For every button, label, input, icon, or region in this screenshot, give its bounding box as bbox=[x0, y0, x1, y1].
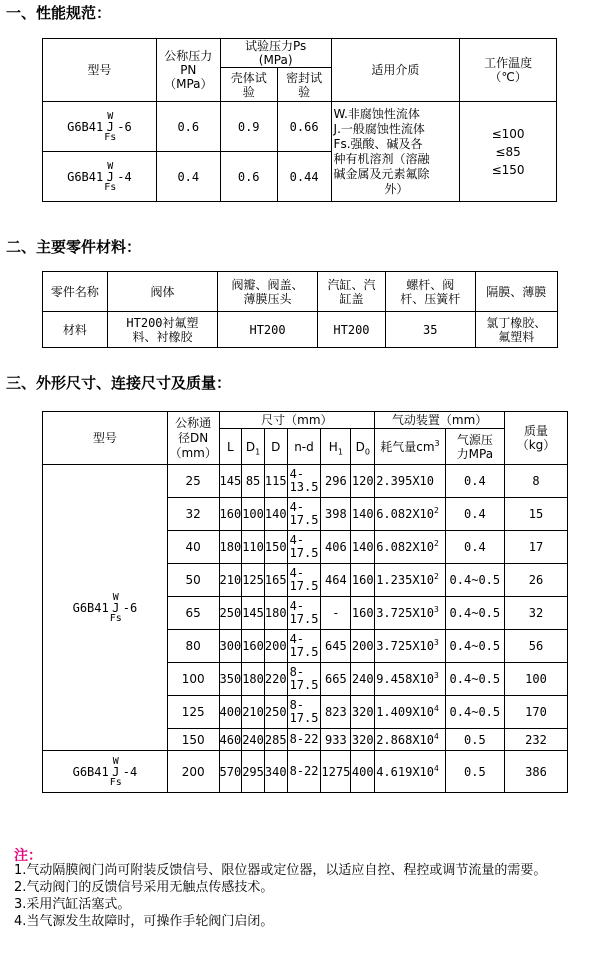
temp-cell: ≤100 ≤85 ≤150 bbox=[460, 102, 557, 202]
dn-cell: 125 bbox=[167, 696, 219, 729]
header-temp: 工作温度 （℃） bbox=[460, 39, 557, 102]
note-item: 3.采用汽缸活塞式。 bbox=[14, 897, 131, 912]
seal-cell: 0.44 bbox=[277, 152, 331, 202]
source-pressure-cell: 0.4 bbox=[445, 531, 504, 564]
air-cell: $2.868X10^4$ bbox=[375, 729, 445, 751]
L-cell: 300 bbox=[219, 630, 242, 663]
material-diaphragm: 氯丁橡胶、 氟塑料 bbox=[475, 312, 557, 348]
H1-cell: 933 bbox=[321, 729, 351, 751]
nd-cell: 4- 17.5 bbox=[287, 531, 321, 564]
nd-cell: 4- 17.5 bbox=[287, 597, 321, 630]
dn-cell: 25 bbox=[167, 465, 219, 498]
air-cell: $1.235X10^2$ bbox=[375, 564, 445, 597]
notes-list bbox=[14, 862, 594, 930]
L-cell: 145 bbox=[219, 465, 242, 498]
header-D1: $D_1$ bbox=[242, 429, 265, 465]
materials-table bbox=[42, 271, 558, 348]
header-shell-test: 壳体试 验 bbox=[220, 68, 277, 102]
header-disc: 阀瓣、阀盖、 薄膜压头 bbox=[218, 272, 318, 312]
air-cell: $9.458X10^3$ bbox=[375, 663, 445, 696]
material-cylinder: HT200 bbox=[317, 312, 385, 348]
nd-cell: 4- 17.5 bbox=[287, 630, 321, 663]
dn-cell: 100 bbox=[167, 663, 219, 696]
air-cell: $4.619X10^4$ bbox=[375, 751, 445, 793]
D1-cell: 160 bbox=[242, 630, 265, 663]
D1-cell: 125 bbox=[242, 564, 265, 597]
source-pressure-cell: 0.5 bbox=[445, 751, 504, 793]
nd-cell: 4- 17.5 bbox=[287, 498, 321, 531]
mass-cell: 56 bbox=[505, 630, 568, 663]
header-air-consumption: 耗气量$cm^3$ bbox=[375, 429, 445, 465]
H1-cell: 823 bbox=[321, 696, 351, 729]
header-stem: 螺杆、阀 杆、压簧杆 bbox=[385, 272, 475, 312]
source-pressure-cell: 0.4~0.5 bbox=[445, 564, 504, 597]
D-cell: 200 bbox=[264, 630, 287, 663]
D-cell: 165 bbox=[264, 564, 287, 597]
dn-cell: 50 bbox=[167, 564, 219, 597]
header-part-name: 零件名称 bbox=[43, 272, 108, 312]
D0-cell: 120 bbox=[351, 465, 375, 498]
H1-cell: 665 bbox=[321, 663, 351, 696]
nd-cell: 8-22 bbox=[287, 729, 321, 751]
header-air-source: 气源压 力MPa bbox=[445, 429, 504, 465]
air-cell: $6.082X10^2$ bbox=[375, 531, 445, 564]
D-cell: 340 bbox=[264, 751, 287, 793]
L-cell: 350 bbox=[219, 663, 242, 696]
air-cell: $3.725X10^3$ bbox=[375, 597, 445, 630]
header-size: 尺寸（mm） bbox=[219, 412, 375, 429]
D1-cell: 210 bbox=[242, 696, 265, 729]
air-cell: $6.082X10^2$ bbox=[375, 498, 445, 531]
mass-cell: 17 bbox=[505, 531, 568, 564]
dn-cell: 32 bbox=[167, 498, 219, 531]
source-pressure-cell: 0.4~0.5 bbox=[445, 630, 504, 663]
nd-cell: 8- 17.5 bbox=[287, 663, 321, 696]
mass-cell: 386 bbox=[505, 751, 568, 793]
mass-cell: 32 bbox=[505, 597, 568, 630]
medium-cell: W.非腐蚀性流体 J.一般腐蚀性流体 Fs.强酸、碱及各 种有机溶剂（溶融 碱金属及元素氟除 外） bbox=[331, 102, 460, 202]
source-pressure-cell: 0.4~0.5 bbox=[445, 696, 504, 729]
note-item: 2.气动阀门的反馈信号采用无触点传感技术。 bbox=[14, 880, 274, 895]
mass-cell: 232 bbox=[505, 729, 568, 751]
H1-cell: 464 bbox=[321, 564, 351, 597]
air-cell: $1.409X10^4$ bbox=[375, 696, 445, 729]
dimensions-table bbox=[42, 411, 568, 793]
L-cell: 460 bbox=[219, 729, 242, 751]
H1-cell: 406 bbox=[321, 531, 351, 564]
D1-cell: 180 bbox=[242, 663, 265, 696]
source-pressure-cell: 0.5 bbox=[445, 729, 504, 751]
H1-cell: - bbox=[321, 597, 351, 630]
dn-cell: 40 bbox=[167, 531, 219, 564]
header-dn: 公称通 径DN （mm） bbox=[167, 412, 219, 465]
D1-cell: 295 bbox=[242, 751, 265, 793]
nd-cell: 4- 17.5 bbox=[287, 564, 321, 597]
material-body: HT200衬氟塑 料、衬橡胶 bbox=[107, 312, 217, 348]
material-label: 材料 bbox=[43, 312, 108, 348]
air-cell: $3.725X10^3$ bbox=[375, 630, 445, 663]
D1-cell: 110 bbox=[242, 531, 265, 564]
D0-cell: 400 bbox=[351, 751, 375, 793]
D0-cell: 320 bbox=[351, 729, 375, 751]
source-pressure-cell: 0.4~0.5 bbox=[445, 597, 504, 630]
model-cell: G6B41 W J Fs -4 bbox=[43, 751, 168, 793]
D0-cell: 240 bbox=[351, 663, 375, 696]
mass-cell: 8 bbox=[505, 465, 568, 498]
dn-cell: 65 bbox=[167, 597, 219, 630]
dn-cell: 80 bbox=[167, 630, 219, 663]
header-model: 型号 bbox=[43, 39, 157, 102]
header-body: 阀体 bbox=[107, 272, 217, 312]
header-cylinder: 汽缸、汽 缸盖 bbox=[317, 272, 385, 312]
D0-cell: 140 bbox=[351, 498, 375, 531]
table-row bbox=[43, 465, 568, 498]
note-item: 4.当气源发生故障时，可操作手轮阀门启闭。 bbox=[14, 914, 274, 929]
shell-cell: 0.9 bbox=[220, 102, 277, 152]
header-seal-test: 密封试 验 bbox=[277, 68, 331, 102]
H1-cell: 296 bbox=[321, 465, 351, 498]
air-cell: 2.395X10 bbox=[375, 465, 445, 498]
mass-cell: 100 bbox=[505, 663, 568, 696]
source-pressure-cell: 0.4~0.5 bbox=[445, 663, 504, 696]
dn-cell: 150 bbox=[167, 729, 219, 751]
header-pneumatic: 气动装置（mm） bbox=[375, 412, 505, 429]
model-cell: G6B41 W J Fs -4 bbox=[43, 152, 157, 202]
table-row bbox=[43, 751, 568, 793]
header-L: L bbox=[219, 429, 242, 465]
notes-title: 注： bbox=[14, 848, 42, 864]
pn-cell: 0.4 bbox=[156, 152, 220, 202]
L-cell: 180 bbox=[219, 531, 242, 564]
nd-cell: 4- 13.5 bbox=[287, 465, 321, 498]
D-cell: 285 bbox=[264, 729, 287, 751]
header-model: 型号 bbox=[43, 412, 168, 465]
header-nd: n-d bbox=[287, 429, 321, 465]
L-cell: 210 bbox=[219, 564, 242, 597]
D-cell: 115 bbox=[264, 465, 287, 498]
header-D: D bbox=[264, 429, 287, 465]
header-D0: $D_0$ bbox=[351, 429, 375, 465]
L-cell: 570 bbox=[219, 751, 242, 793]
D-cell: 220 bbox=[264, 663, 287, 696]
D0-cell: 160 bbox=[351, 564, 375, 597]
D1-cell: 240 bbox=[242, 729, 265, 751]
source-pressure-cell: 0.4 bbox=[445, 498, 504, 531]
D1-cell: 145 bbox=[242, 597, 265, 630]
D1-cell: 100 bbox=[242, 498, 265, 531]
pn-cell: 0.6 bbox=[156, 102, 220, 152]
D0-cell: 140 bbox=[351, 531, 375, 564]
H1-cell: 398 bbox=[321, 498, 351, 531]
header-pn: 公称压力 PN （MPa） bbox=[156, 39, 220, 102]
D-cell: 180 bbox=[264, 597, 287, 630]
D-cell: 140 bbox=[264, 498, 287, 531]
D0-cell: 160 bbox=[351, 597, 375, 630]
section2-heading: 二、主要零件材料： bbox=[6, 238, 142, 256]
shell-cell: 0.6 bbox=[220, 152, 277, 202]
material-disc: HT200 bbox=[218, 312, 318, 348]
material-stem: 35 bbox=[385, 312, 475, 348]
note-item: 1.气动隔膜阀门尚可附装反馈信号、限位器或定位器，以适应自控、程控或调节流量的需要。 bbox=[14, 863, 547, 878]
model-cell: G6B41 W J Fs -6 bbox=[43, 102, 157, 152]
D1-cell: 85 bbox=[242, 465, 265, 498]
model-cell: G6B41 W J Fs -6 bbox=[43, 465, 168, 751]
header-mass: 质量 （kg） bbox=[505, 412, 568, 465]
L-cell: 400 bbox=[219, 696, 242, 729]
H1-cell: 1275 bbox=[321, 751, 351, 793]
D-cell: 150 bbox=[264, 531, 287, 564]
mass-cell: 15 bbox=[505, 498, 568, 531]
mass-cell: 26 bbox=[505, 564, 568, 597]
nd-cell: 8- 17.5 bbox=[287, 696, 321, 729]
header-diaphragm: 隔膜、薄膜 bbox=[475, 272, 557, 312]
performance-table bbox=[42, 38, 557, 202]
D0-cell: 320 bbox=[351, 696, 375, 729]
L-cell: 250 bbox=[219, 597, 242, 630]
dn-cell: 200 bbox=[167, 751, 219, 793]
header-test-pressure: 试验压力Ps (MPa) bbox=[220, 39, 331, 68]
D0-cell: 200 bbox=[351, 630, 375, 663]
mass-cell: 170 bbox=[505, 696, 568, 729]
header-H1: $H_1$ bbox=[321, 429, 351, 465]
section1-heading: 一、性能规范： bbox=[6, 4, 112, 22]
L-cell: 160 bbox=[219, 498, 242, 531]
header-medium: 适用介质 bbox=[331, 39, 460, 102]
nd-cell: 8-22 bbox=[287, 751, 321, 793]
source-pressure-cell: 0.4 bbox=[445, 465, 504, 498]
H1-cell: 645 bbox=[321, 630, 351, 663]
seal-cell: 0.66 bbox=[277, 102, 331, 152]
D-cell: 250 bbox=[264, 696, 287, 729]
section3-heading: 三、外形尺寸、连接尺寸及质量： bbox=[6, 374, 232, 392]
